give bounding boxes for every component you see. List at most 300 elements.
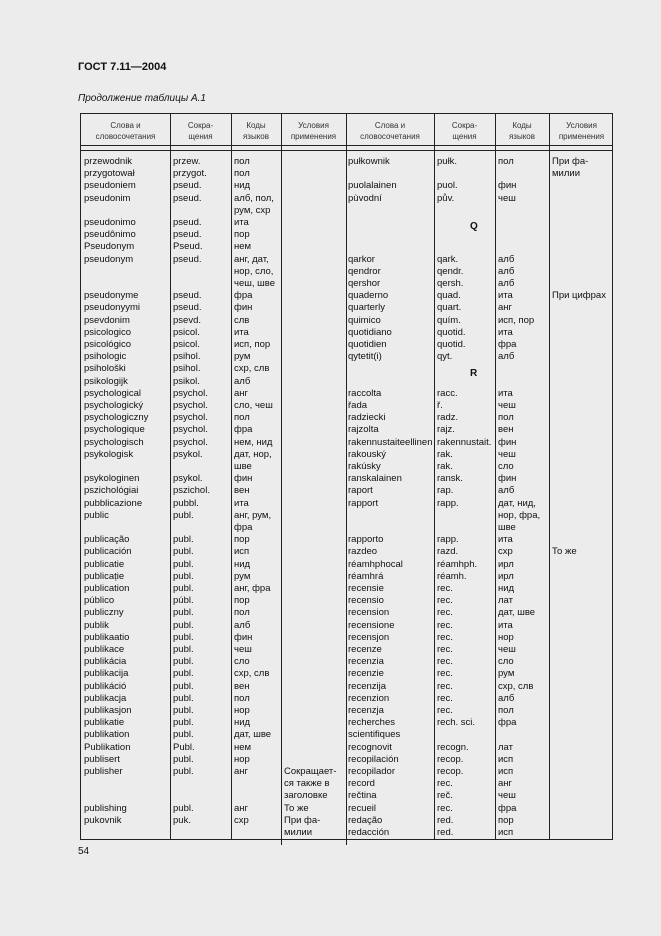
word-cell: réamhphocal	[348, 558, 403, 570]
word-cell: pubblicazione	[84, 497, 143, 509]
header-codes: Коды языков	[242, 121, 270, 141]
table-row	[81, 546, 612, 558]
language-code-cell: нор, фра,	[498, 509, 541, 521]
word-cell: publication	[84, 583, 130, 594]
abbreviation-cell: publ.	[173, 717, 194, 729]
language-code-cell: анг	[234, 766, 248, 777]
language-code-cell: фра	[234, 424, 253, 436]
abbreviation-cell: psikol.	[173, 375, 200, 387]
abbreviation-cell: quotid.	[437, 339, 466, 350]
word-cell: publisher	[84, 766, 123, 777]
word-cell: publikation	[84, 729, 130, 741]
section-letter-q: Q	[470, 221, 478, 232]
language-code-cell: фин	[234, 473, 253, 485]
word-cell: raccolta	[348, 387, 382, 399]
abbreviation-cell: psihol.	[173, 363, 201, 375]
language-code-cell: ита	[498, 619, 513, 631]
table-row	[81, 388, 612, 400]
table-row	[81, 424, 612, 436]
table-row	[81, 607, 612, 619]
abbreviation-cell: recop.	[437, 753, 464, 765]
abbreviation-cell: radz.	[437, 412, 459, 424]
language-code-cell: ита	[234, 217, 249, 228]
abbreviation-cell: quad.	[437, 290, 461, 302]
word-cell: psevdonim	[84, 314, 130, 326]
table-row	[81, 717, 612, 729]
language-code-cell: нид	[498, 583, 515, 594]
table-row	[81, 766, 612, 778]
language-code-cell: ита	[498, 326, 513, 338]
abbreviation-cell: ransk.	[437, 473, 463, 485]
language-code-cell: рум	[234, 351, 251, 363]
abbreviation-cell: pułk.	[437, 156, 458, 167]
language-code-cell: нор	[234, 753, 250, 765]
abbreviation-cell: réamh.	[437, 570, 467, 582]
abbreviation-cell: psykol.	[173, 473, 203, 485]
condition-cell: При цифрах	[552, 290, 606, 302]
table-row	[81, 241, 612, 253]
abbreviation-cell: qersh.	[437, 278, 464, 289]
abbreviation-cell: publ.	[173, 802, 194, 814]
abbreviation-cell: qyt.	[437, 351, 453, 363]
table-row	[81, 229, 612, 241]
word-cell: publikaatio	[84, 631, 130, 643]
language-code-cell: чеш	[234, 644, 252, 655]
word-cell: recension	[348, 607, 390, 619]
table-row	[81, 400, 612, 412]
language-code-cell: шве	[234, 461, 252, 472]
word-cell: psykologinen	[84, 473, 140, 485]
abbreviation-cell: psevd.	[173, 314, 201, 326]
language-code-cell: чеш	[498, 644, 516, 655]
word-cell: raport	[348, 485, 373, 497]
abbreviation-cell: publ.	[173, 729, 194, 741]
condition-cell: ся также в	[284, 778, 330, 790]
language-code-cell: анг	[498, 302, 512, 314]
abbreviation-cell: rec.	[437, 619, 453, 631]
table-row	[81, 449, 612, 461]
abbreviation-cell: pseud.	[173, 229, 202, 241]
language-code-cell: ита	[498, 534, 513, 546]
word-cell: przygotował	[84, 168, 135, 180]
abbreviation-cell: réamhph.	[437, 558, 478, 570]
word-cell: recensione	[348, 619, 395, 631]
language-code-cell: анг, дат,	[234, 253, 269, 265]
language-code-cell: исп	[498, 827, 514, 838]
word-cell: recenzia	[348, 656, 384, 668]
language-code-cell: фра	[498, 717, 517, 729]
abbreviation-cell: pseud.	[173, 180, 202, 192]
word-cell: psihologic	[84, 351, 127, 363]
language-code-cell: анг	[234, 802, 248, 814]
abbreviation-cell: rak.	[437, 448, 453, 460]
word-cell: řadа	[348, 400, 368, 411]
language-code-cell: алб	[234, 375, 251, 387]
language-code-cell: дат, шве	[234, 729, 272, 741]
language-code-cell: дат, нор,	[234, 448, 272, 460]
table-row	[81, 156, 612, 168]
abbreviation-table	[80, 113, 613, 840]
language-code-cell: алб	[498, 692, 515, 704]
language-code-cell: фин	[498, 473, 517, 485]
language-code-cell: рум	[234, 570, 251, 582]
word-cell: recensie	[348, 583, 384, 594]
abbreviation-cell: pseud.	[173, 217, 202, 228]
word-cell: recensio	[348, 595, 384, 607]
table-row	[81, 583, 612, 595]
language-code-cell: лат	[498, 595, 513, 607]
language-code-cell: исп	[498, 766, 514, 777]
abbreviation-cell: recogn.	[437, 741, 469, 753]
language-code-cell: схр, слв	[498, 680, 534, 692]
word-cell: publikácia	[84, 656, 127, 668]
language-code-cell: схр	[234, 814, 249, 826]
word-cell: ranskalainen	[348, 473, 402, 485]
abbreviation-cell: reč.	[437, 790, 453, 802]
word-cell: rečtina	[348, 790, 377, 802]
word-cell: quimico	[348, 314, 381, 326]
word-cell: recopilación	[348, 753, 399, 765]
language-code-cell: пол	[498, 705, 514, 716]
word-cell: recueil	[348, 802, 376, 814]
section-letter-r: R	[470, 368, 478, 379]
table-row	[81, 815, 612, 827]
word-cell: quotidiano	[348, 326, 392, 338]
language-code-cell: чеш	[498, 790, 516, 802]
language-code-cell: схр, слв	[234, 363, 270, 375]
language-code-cell: алб	[498, 278, 515, 289]
standard-title: ГОСТ 7.11—2004	[78, 61, 167, 73]
word-cell: publicație	[84, 570, 125, 582]
language-code-cell: вен	[234, 680, 250, 692]
word-cell: record	[348, 778, 375, 790]
word-cell: psychologiczny	[84, 412, 149, 424]
language-code-cell: ирл	[498, 570, 514, 582]
abbreviation-cell: rec.	[437, 595, 453, 607]
abbreviation-cell: psychol.	[173, 387, 208, 399]
abbreviation-cell: publ.	[173, 644, 194, 655]
abbreviation-cell: publ.	[173, 607, 194, 619]
language-code-cell: чеш, шве	[234, 278, 275, 289]
abbreviation-cell: rec.	[437, 583, 453, 594]
abbreviation-cell: rech. sci.	[437, 717, 476, 729]
word-cell: recenzion	[348, 692, 390, 704]
table-row	[81, 754, 612, 766]
abbreviation-cell: rap.	[437, 485, 454, 497]
language-code-cell: пор	[234, 229, 250, 241]
language-code-cell: чеш	[498, 448, 516, 460]
language-code-cell: дат, шве	[498, 607, 536, 619]
word-cell: pseudônimo	[84, 229, 136, 241]
header-divider	[81, 150, 612, 151]
word-cell: puolalainen	[348, 180, 397, 192]
word-cell: recenzija	[348, 680, 387, 692]
table-caption: Продолжение таблицы А.1	[78, 93, 206, 104]
table-row	[81, 376, 612, 388]
condition-cell: заголовке	[284, 790, 328, 802]
word-cell: rapporto	[348, 534, 384, 546]
abbreviation-cell: quím.	[437, 314, 461, 326]
language-code-cell: рум, схр	[234, 204, 271, 216]
language-code-cell: дат, нид,	[498, 497, 536, 509]
table-row	[81, 363, 612, 375]
table-row	[81, 205, 612, 217]
abbreviation-cell: puol.	[437, 180, 458, 192]
table-row	[81, 193, 612, 205]
word-cell: razdeo	[348, 546, 378, 558]
abbreviation-cell: publ.	[173, 583, 194, 594]
word-cell: pseudonym	[84, 253, 134, 265]
abbreviation-cell: przygot.	[173, 168, 207, 180]
table-row	[81, 315, 612, 327]
word-cell: rakouský	[348, 448, 387, 460]
abbreviation-cell: quotid.	[437, 326, 466, 338]
abbreviation-cell: pseud.	[173, 253, 202, 265]
table-row	[81, 742, 612, 754]
abbreviation-cell: publ.	[173, 680, 194, 692]
language-code-cell: анг	[234, 387, 248, 399]
language-code-cell: ита	[498, 387, 513, 399]
abbreviation-cell: rapp.	[437, 497, 459, 509]
language-code-cell: фра	[234, 290, 253, 302]
language-code-cell: нем, нид	[234, 436, 273, 448]
abbreviation-cell: pův.	[437, 192, 455, 204]
abbreviation-cell: psicol.	[173, 339, 200, 350]
abbreviation-cell: rec.	[437, 607, 453, 619]
language-code-cell: исп, пор	[234, 339, 271, 350]
abbreviation-cell: rec.	[437, 631, 453, 643]
language-code-cell: нем	[234, 741, 252, 753]
word-cell: publisert	[84, 753, 120, 765]
header-divider	[81, 145, 612, 146]
word-cell: qytetit(i)	[348, 351, 382, 363]
word-cell: publikacja	[84, 692, 127, 704]
table-row	[81, 412, 612, 424]
language-code-cell: алб	[498, 351, 515, 363]
language-code-cell: алб, пол,	[234, 192, 274, 204]
word-cell: publishing	[84, 802, 127, 814]
language-code-cell: исп	[498, 753, 514, 765]
abbreviation-cell: rec.	[437, 668, 453, 680]
abbreviation-cell: psychol.	[173, 436, 208, 448]
abbreviation-cell: publ.	[173, 570, 194, 582]
word-cell: publikace	[84, 644, 125, 655]
abbreviation-cell: psychol.	[173, 400, 208, 411]
word-cell: redação	[348, 814, 383, 826]
language-code-cell: сло, чеш	[234, 400, 273, 411]
abbreviation-cell: rakennustait.	[437, 436, 492, 448]
condition-cell: То же	[284, 802, 309, 814]
table-row	[81, 351, 612, 363]
condition-cell: Сокращает-	[284, 766, 337, 777]
word-cell: recenzie	[348, 668, 384, 680]
language-code-cell: вен	[498, 424, 514, 436]
word-cell: quaderno	[348, 290, 389, 302]
table-row	[81, 473, 612, 485]
header-words: Слова и словосочетания	[360, 121, 420, 141]
language-code-cell: ита	[498, 290, 513, 302]
language-code-cell: анг, рум,	[234, 509, 272, 521]
language-code-cell: нид	[234, 180, 251, 192]
table-row	[81, 485, 612, 497]
table-row	[81, 656, 612, 668]
abbreviation-cell: publ.	[173, 509, 194, 521]
word-cell: qershor	[348, 278, 381, 289]
abbreviation-cell: rec.	[437, 644, 453, 655]
language-code-cell: анг	[498, 778, 512, 790]
abbreviation-cell: psykol.	[173, 448, 203, 460]
language-code-cell: сло	[498, 461, 514, 472]
table-row	[81, 668, 612, 680]
language-code-cell: схр	[498, 546, 513, 558]
word-cell: pseudonim	[84, 192, 131, 204]
header-abbr: Сокра- щения	[187, 121, 214, 141]
word-cell: rakennustaiteellinen	[348, 436, 433, 448]
language-code-cell: пор	[234, 595, 250, 607]
language-code-cell: алб	[498, 253, 515, 265]
abbreviation-cell: pszichol.	[173, 485, 210, 497]
table-row	[81, 510, 612, 522]
language-code-cell: пол	[234, 156, 250, 167]
page-number: 54	[78, 846, 90, 857]
language-code-cell: нор, сло,	[234, 265, 274, 277]
table-row	[81, 302, 612, 314]
word-cell: redacción	[348, 827, 390, 838]
language-code-cell: шве	[498, 522, 516, 533]
language-code-cell: пол	[498, 412, 514, 424]
table-row	[81, 498, 612, 510]
language-code-cell: фра	[498, 802, 517, 814]
language-code-cell: ирл	[498, 558, 514, 570]
language-code-cell: фин	[498, 436, 517, 448]
word-cell: recognovit	[348, 741, 392, 753]
word-cell: pseudonimo	[84, 217, 136, 228]
table-row	[81, 571, 612, 583]
abbreviation-cell: publ.	[173, 692, 194, 704]
language-code-cell: анг, фра	[234, 583, 271, 594]
word-cell: publikacija	[84, 668, 129, 680]
table-row	[81, 790, 612, 802]
language-code-cell: ита	[234, 497, 249, 509]
word-cell: psychologique	[84, 424, 145, 436]
table-row	[81, 632, 612, 644]
table-row	[81, 681, 612, 693]
word-cell: recenzja	[348, 705, 384, 716]
header-conditions: Условия применения	[558, 121, 605, 141]
abbreviation-cell: rec.	[437, 656, 453, 668]
table-row	[81, 168, 612, 180]
table-row	[81, 522, 612, 534]
language-code-cell: схр, слв	[234, 668, 270, 680]
abbreviation-cell: pseud.	[173, 290, 202, 302]
abbreviation-cell: puk.	[173, 814, 191, 826]
language-code-cell: чеш	[498, 192, 516, 204]
language-code-cell: алб	[498, 485, 515, 497]
language-code-cell: нид	[234, 558, 251, 570]
language-code-cell: фин	[234, 302, 253, 314]
word-cell: Publikation	[84, 741, 131, 753]
abbreviation-cell: Pseud.	[173, 241, 203, 253]
language-code-cell: пор	[234, 534, 250, 546]
table-row	[81, 644, 612, 656]
language-code-cell: фин	[498, 180, 517, 192]
table-row	[81, 327, 612, 339]
abbreviation-cell: qark.	[437, 253, 459, 265]
abbreviation-cell: rec.	[437, 680, 453, 692]
abbreviation-cell: qendr.	[437, 265, 464, 277]
word-cell: radziecki	[348, 412, 386, 424]
condition-cell: То же	[552, 546, 577, 558]
word-cell: qendror	[348, 265, 381, 277]
abbreviation-cell: publ.	[173, 705, 194, 716]
abbreviation-cell: rajz.	[437, 424, 455, 436]
word-cell: qarkor	[348, 253, 375, 265]
table-row	[81, 461, 612, 473]
word-cell: pseudonyymi	[84, 302, 140, 314]
language-code-cell: рум	[498, 668, 515, 680]
abbreviation-cell: rec.	[437, 705, 453, 716]
abbreviation-cell: publ.	[173, 656, 194, 668]
word-cell: quotidien	[348, 339, 387, 350]
condition-cell: При фа-	[552, 156, 589, 167]
header-words: Слова и словосочетания	[95, 121, 156, 141]
word-cell: Pseudonym	[84, 241, 135, 253]
abbreviation-cell: przew.	[173, 156, 201, 167]
word-cell: psihološki	[84, 363, 126, 375]
table-row	[81, 290, 612, 302]
abbreviation-cell: rec.	[437, 802, 453, 814]
word-cell: publicação	[84, 534, 130, 546]
word-cell: public	[84, 509, 109, 521]
word-cell: recensjon	[348, 631, 390, 643]
word-cell: público	[84, 595, 115, 607]
language-code-cell: пол	[234, 607, 250, 619]
abbreviation-cell: rec.	[437, 778, 453, 790]
language-code-cell: исп, пор	[498, 314, 535, 326]
language-code-cell: алб	[498, 265, 515, 277]
header-abbr: Сокра- щения	[451, 121, 478, 141]
word-cell: psychologisch	[84, 436, 144, 448]
word-cell: publiczny	[84, 607, 124, 619]
abbreviation-cell: publ.	[173, 619, 194, 631]
table-row	[81, 803, 612, 815]
word-cell: pszichológiai	[84, 485, 139, 497]
word-cell: pukovnik	[84, 814, 122, 826]
abbreviation-cell: publ.	[173, 631, 194, 643]
abbreviation-cell: publ.	[173, 753, 194, 765]
abbreviation-cell: públ.	[173, 595, 194, 607]
abbreviation-cell: red.	[437, 827, 454, 838]
table-row	[81, 620, 612, 632]
word-cell: rajzolta	[348, 424, 379, 436]
language-code-cell: нор	[498, 631, 514, 643]
table-row	[81, 595, 612, 607]
table-row	[81, 339, 612, 351]
table-row	[81, 827, 612, 839]
word-cell: recopilador	[348, 766, 395, 777]
language-code-cell: лат	[498, 741, 513, 753]
abbreviation-cell: psychol.	[173, 424, 208, 436]
language-code-cell: пол	[234, 412, 250, 424]
language-code-cell: сло	[234, 656, 250, 668]
table-row	[81, 534, 612, 546]
word-cell: psychological	[84, 387, 142, 399]
language-code-cell: вен	[234, 485, 250, 497]
language-code-cell: нид	[234, 717, 251, 729]
header-conditions: Условия применения	[290, 121, 337, 141]
condition-cell: милии	[552, 168, 580, 180]
table-row	[81, 437, 612, 449]
